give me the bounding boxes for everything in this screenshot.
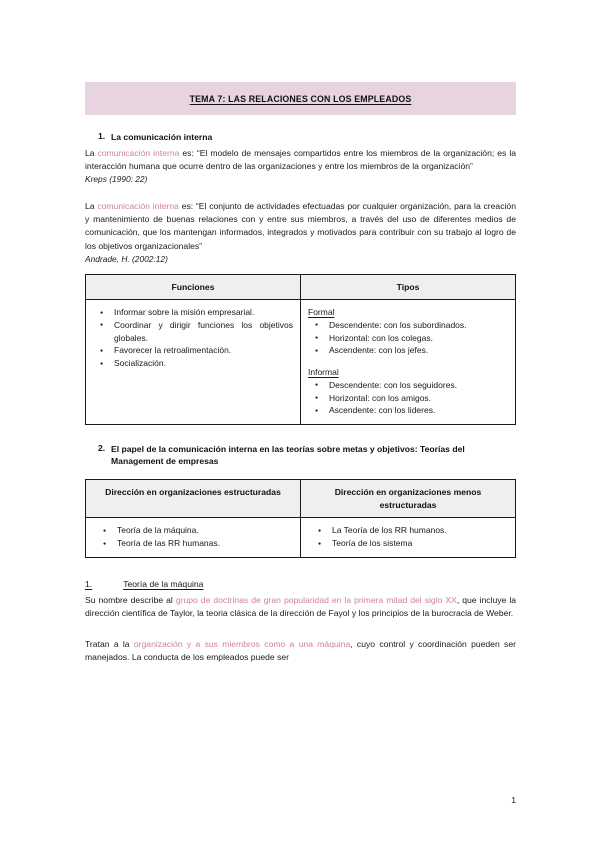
paragraph-2-rest: es: “El conjunto de actividades efectuadas por cualquier organización, para la creación y mantenimiento de buenas relaciones con y entre sus miembros, a través del uso de diferentes medios de comunicación, que los mantengan informados, integrados y motivados para contribuir con su trabajo al logro de los objetivos organizacionales” <box>85 201 516 251</box>
tipos-formal-label: Formal <box>308 307 335 318</box>
direccion-organizaciones-table <box>85 479 516 557</box>
table2-header-menos-estructuradas: Dirección en organizaciones menos estructuradas <box>301 480 516 518</box>
estructuradas-list <box>96 524 293 550</box>
section-1-number: 1. <box>98 131 106 141</box>
list-item: ● Descendente: con los seguidores. <box>329 379 508 392</box>
table2-cell-left <box>86 518 301 558</box>
list-item: ● Coordinar y dirigir funciones los objetivos globales. <box>114 319 293 345</box>
subsection-1-paragraph-2 <box>85 638 516 664</box>
table-header-row <box>86 480 516 518</box>
section-2-number: 2. <box>98 443 106 454</box>
sub-paragraph-1-rest: , que incluye la dirección científica de Taylor, la teoria clásica de la dirección de Fayol y los principios de la burocracia de Weber. <box>85 594 517 618</box>
section-1-title: La comunicación interna <box>111 132 213 142</box>
section-1-paragraph-2 <box>85 200 516 252</box>
citation-kreps: Kreps (1990: 22) <box>85 174 148 185</box>
tipos-group-gap <box>308 357 508 366</box>
list-item: ● Ascendente: con los lideres. <box>329 404 508 417</box>
paragraph-1-accent: comunicación interna <box>97 148 180 159</box>
list-item: ● Teoría de los sistema <box>332 537 508 550</box>
list-item: ● Horizontal: con los amigos. <box>329 392 508 405</box>
tipos-informal-label: Informal <box>308 367 339 378</box>
subsection-1-paragraph-1 <box>85 594 516 620</box>
document-title-band <box>85 82 516 115</box>
table1-header-funciones: Funciones <box>86 274 301 299</box>
paragraph-1-rest: es: “El modelo de mensajes compartidos entre los miembros de la organización; es la interacción humana que ocurre dentro de las organizaciones y entre los miembros de la organización” <box>85 148 517 172</box>
sub-paragraph-2-lead: Tratan a la <box>85 638 134 649</box>
funciones-list <box>93 306 293 370</box>
page-number: 1 <box>511 795 516 805</box>
table2-cell-right <box>301 518 516 558</box>
section-1-paragraph-1 <box>85 147 516 173</box>
citation-andrade: Andrade, H. (2002:12) <box>85 253 168 264</box>
paragraph-2-accent: comunicación interna <box>97 201 179 212</box>
sub-paragraph-2-accent: organización y a sus miembros como a una máquina <box>133 638 351 649</box>
table1-cell-funciones <box>86 300 301 425</box>
table1-cell-tipos <box>301 300 516 425</box>
paragraph-2-lead: La <box>85 201 98 212</box>
sub-paragraph-1-accent: grupo de doctrinas de gran popularidad en la primera mitad del siglo XX <box>175 594 457 605</box>
table-header-row <box>86 274 516 299</box>
list-item: ● Socialización. <box>114 357 293 370</box>
section-1-heading <box>85 131 516 143</box>
page-content <box>85 82 516 664</box>
list-item: ● Favorecer la retroalimentación. <box>114 344 293 357</box>
funciones-tipos-table <box>85 274 516 425</box>
paragraph-1-lead: La <box>85 148 98 159</box>
tipos-formal-list <box>308 319 508 357</box>
sub-paragraph-1-lead: Su nombre describe al <box>85 594 176 605</box>
sub-paragraph-2-rest: , cuyo control y coordinación pueden ser manejados. La conducta de los empleados puede ser <box>85 638 516 663</box>
section-2-heading <box>85 443 516 467</box>
page-title: TEMA 7: LAS RELACIONES CON LOS EMPLEADOS <box>189 94 412 104</box>
section-2-title: El papel de la comunicación interna en las teorías sobre metas y objetivos: Teorías del Management de empresas <box>111 444 465 467</box>
list-item: ● Horizontal: con los colegas. <box>329 332 508 345</box>
table-row <box>86 518 516 558</box>
table-row <box>86 300 516 425</box>
menos-estructuradas-list <box>311 524 508 550</box>
tipos-formal-group <box>308 306 508 357</box>
list-item: ● Ascendente: con los jefes. <box>329 344 508 357</box>
tipos-informal-group <box>308 366 508 417</box>
table1-header-tipos: Tipos <box>301 274 516 299</box>
list-item: ● Informar sobre la misión empresarial. <box>114 306 293 319</box>
list-item: ● La Teoría de los RR humanos. <box>332 524 508 537</box>
list-item: ● Teoría de la máquina. <box>117 524 293 537</box>
list-item: ● Descendente: con los subordinados. <box>329 319 508 332</box>
subsection-1-heading: 1. Teoría de la máquina <box>85 578 204 589</box>
tipos-informal-list <box>308 379 508 417</box>
list-item: ● Teoría de las RR humanas. <box>117 537 293 550</box>
table2-header-estructuradas: Dirección en organizaciones estructuradas <box>86 480 301 518</box>
